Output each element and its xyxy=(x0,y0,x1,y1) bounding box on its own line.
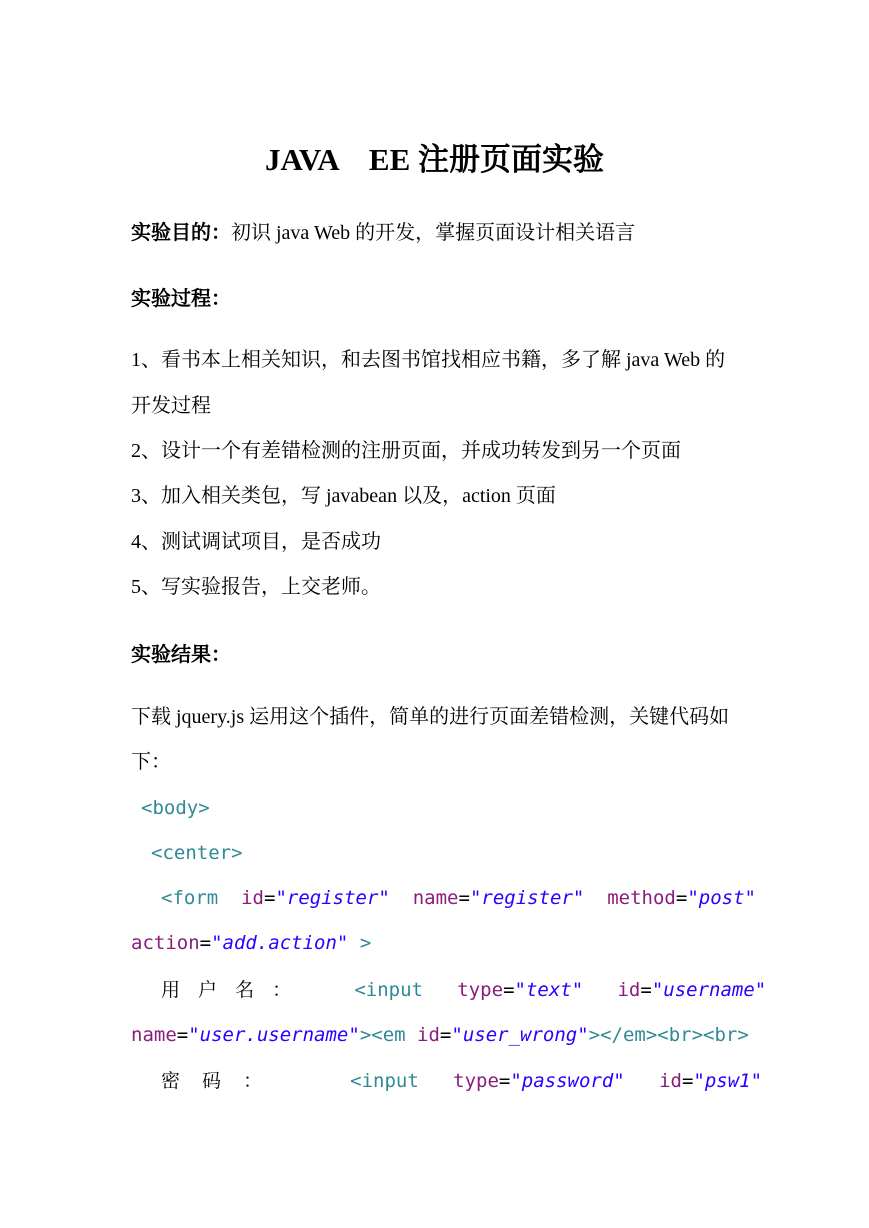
code-method-attr: method xyxy=(607,887,676,909)
code-em-id-val: "user_wrong" xyxy=(451,1024,589,1046)
code-password-line xyxy=(161,1067,762,1095)
result-intro-line2: 下： xyxy=(131,751,171,773)
purpose-label: 实验目的： xyxy=(131,220,231,244)
code-username-line xyxy=(161,976,766,1004)
code-id-attr: id xyxy=(417,1024,440,1046)
code-id-attr: id xyxy=(659,1070,682,1092)
code-password-label: 密 码 ： xyxy=(161,1070,271,1092)
code-action-attr: action xyxy=(131,932,200,954)
document-title: JAVA EE 注册页面实验 xyxy=(264,142,605,177)
code-eq: = xyxy=(498,1070,511,1092)
code-username-name-val: "user.username" xyxy=(188,1024,360,1046)
process-step-1: 1、看书本上相关知识，和去图书馆找相应书籍，多了解 java Web 的 xyxy=(131,349,726,371)
process-step-3: 3、加入相关类包，写 javabean 以及，action 页面 xyxy=(131,485,556,507)
code-action-val: "add.action" xyxy=(211,932,349,954)
process-step-2: 2、设计一个有差错检测的注册页面，并成功转发到另一个页面 xyxy=(131,440,681,462)
process-step-5: 5、写实验报告，上交老师。 xyxy=(131,576,381,598)
code-input-open: <input xyxy=(354,979,423,1001)
result-heading: 实验结果： xyxy=(131,642,231,666)
code-id-val: "register" xyxy=(275,887,390,909)
purpose-text: 初识 java Web 的开发，掌握页面设计相关语言 xyxy=(231,222,636,244)
code-em-open: ><em xyxy=(359,1024,406,1046)
code-input-open: <input xyxy=(350,1070,419,1092)
code-eq: = xyxy=(681,1070,694,1092)
code-eq: = xyxy=(503,979,515,1001)
code-username-label: 用 户 名 ： xyxy=(161,979,298,1001)
process-heading: 实验过程： xyxy=(131,286,231,310)
code-id-attr: id xyxy=(617,979,641,1001)
code-form-open: <form xyxy=(161,887,219,909)
code-body-tag: <body> xyxy=(141,797,210,819)
code-name-attr: name xyxy=(412,887,459,909)
code-username-name-line xyxy=(131,1021,749,1049)
process-step-4: 4、测试调试项目，是否成功 xyxy=(131,531,381,553)
code-eq: = xyxy=(675,887,688,909)
code-method-val: "post" xyxy=(687,887,756,909)
code-username-id-val: "username" xyxy=(651,979,767,1001)
code-type-attr: type xyxy=(453,1070,499,1092)
code-eq: = xyxy=(176,1024,189,1046)
code-name-val: "register" xyxy=(469,887,585,909)
result-intro-line1: 下载 jquery.js 运用这个插件，简单的进行页面差错检测，关键代码如 xyxy=(131,706,730,728)
code-eq: = xyxy=(640,979,652,1001)
code-eq: = xyxy=(263,887,276,909)
purpose-line xyxy=(131,218,635,247)
code-eq: = xyxy=(439,1024,452,1046)
process-step-1-cont: 开发过程 xyxy=(131,395,211,417)
code-em-close: ></em><br><br> xyxy=(588,1024,749,1046)
code-form-close: > xyxy=(359,932,372,954)
code-name-attr: name xyxy=(131,1024,177,1046)
code-id-attr: id xyxy=(241,887,264,909)
code-eq: = xyxy=(199,932,212,954)
code-form-line xyxy=(161,884,756,912)
code-type-password-val: "password" xyxy=(510,1070,625,1092)
code-psw1-id-val: "psw1" xyxy=(693,1070,763,1092)
code-type-text-val: "text" xyxy=(514,979,584,1001)
code-type-attr: type xyxy=(457,979,504,1001)
code-action-line xyxy=(131,929,371,957)
code-center-tag: <center> xyxy=(151,842,243,864)
code-eq: = xyxy=(458,887,470,909)
